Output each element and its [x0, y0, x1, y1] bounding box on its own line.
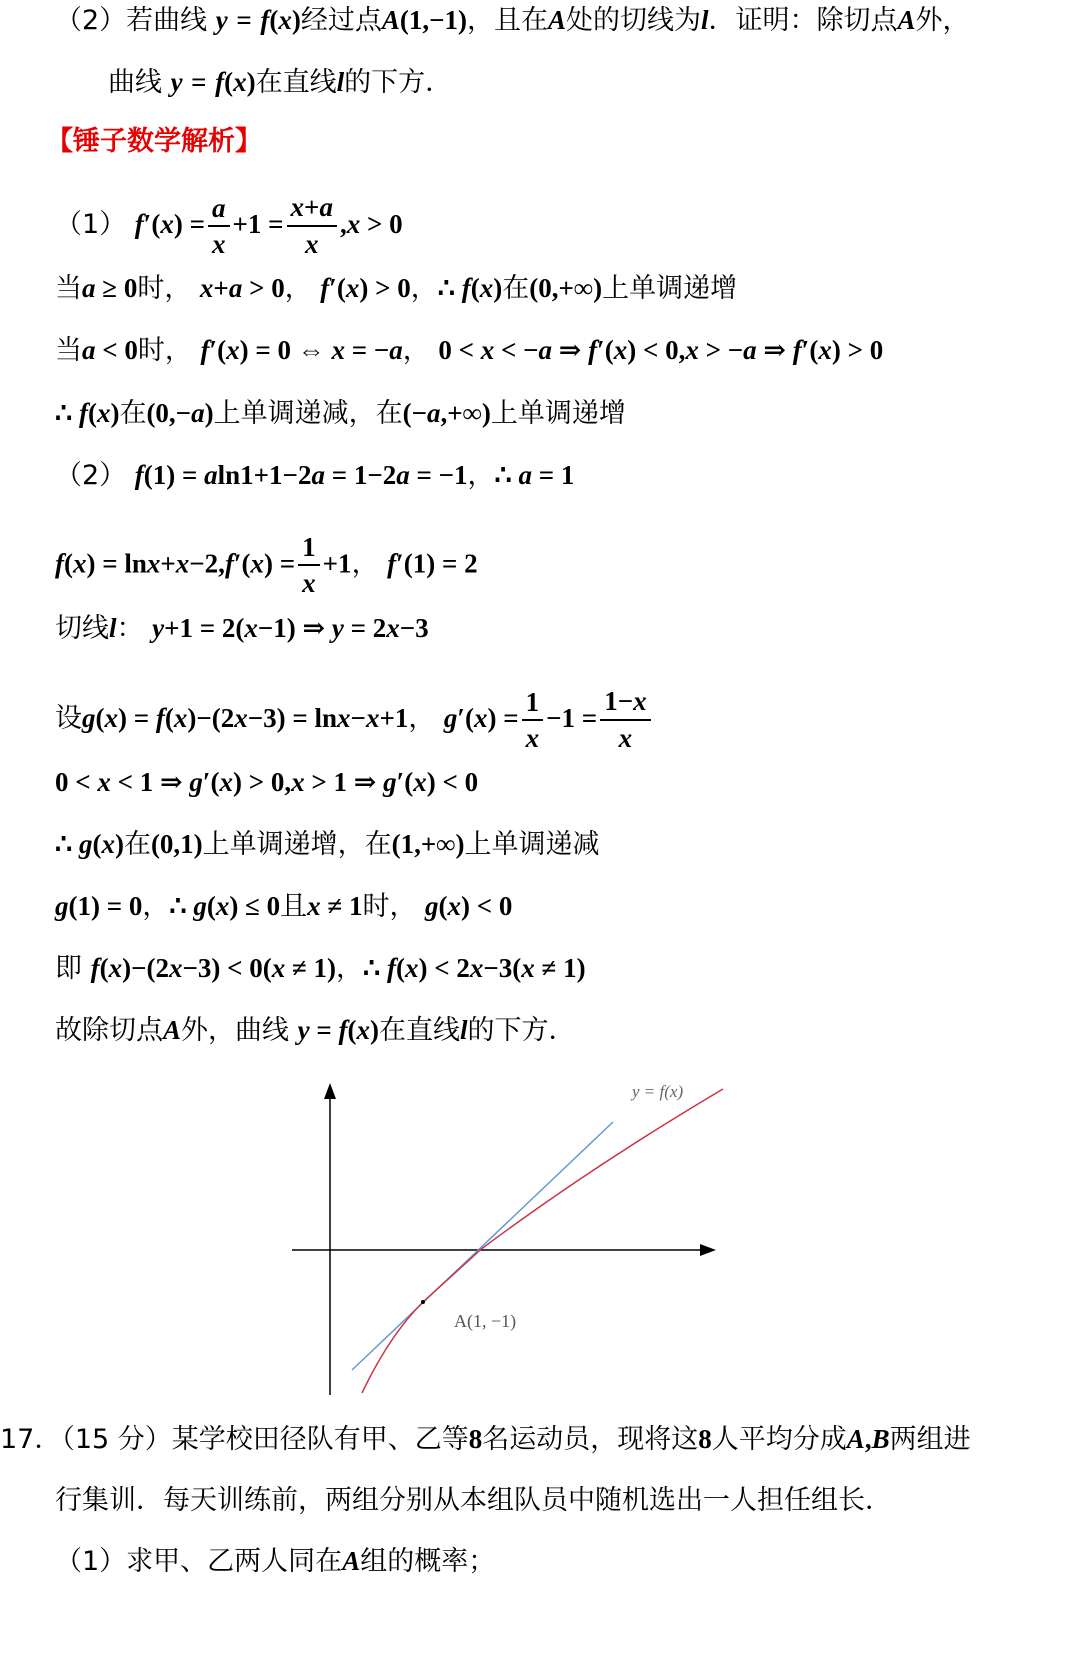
point-a-label: A(1, −1)	[454, 1311, 517, 1331]
text-line-10: 切线l： y+1 = 2(x−1) ⇒ y = 2x−3	[55, 613, 429, 644]
tangent-line-l	[352, 1122, 613, 1370]
text-line-7: ∴ f(x)在(0,−a)上单调递减，在(−a,+∞)上单调递增	[55, 398, 626, 429]
curve-y-f-x	[362, 1089, 723, 1393]
text-line-5: 当a ≥ 0时， x+a > 0， f′(x) > 0，∴ f(x)在(0,+∞)上单调递增	[55, 273, 738, 304]
text-line-17: 17．（15 分）某学校田径队有甲、乙等8名运动员，现将这8人平均分成A,B两组进	[0, 1424, 971, 1455]
text-line-9: f(x) = lnx+x−2,f′(x) = $\frac{1}{x}$ +1， f′(1) = 2	[55, 532, 478, 598]
text-line-16: 故除切点A外，曲线 y = f(x)在直线l的下方．	[55, 1015, 576, 1046]
text-line-15: 即 f(x)−(2x−3) < 0(x ≠ 1)，∴ f(x) < 2x−3(x ≠ 1)	[55, 953, 586, 984]
text-line-18: 行集训．每天训练前，两组分别从本组队员中随机选出一人担任组长．	[55, 1485, 892, 1516]
text-line-2: 曲线 y = f(x)在直线l的下方．	[108, 67, 453, 98]
text-line-8: （2） f(1) = aln1+1−2a = 1−2a = −1，∴ a = 1	[55, 460, 575, 491]
text-line-3: 【锤子数学解析】	[46, 126, 262, 157]
text-line-13: ∴ g(x)在(0,1)上单调递增，在(1,+∞)上单调递减	[55, 829, 600, 860]
function-graph-figure	[280, 1075, 740, 1405]
curve-label: y = f(x)	[632, 1082, 684, 1101]
text-line-11: 设g(x) = f(x)−(2x−3) = lnx−x+1， g′(x) = $\frac{1}{x}$ −1 = $\frac{1-x}{x}$	[55, 686, 654, 753]
text-line-6: 当a < 0时， f′(x) = 0 ⇔ x = −a， 0 < x < −a ⇒ f′(x) < 0,x > −a ⇒ f′(x) > 0	[55, 335, 884, 366]
text-line-19: （1）求甲、乙两人同在A组的概率；	[55, 1546, 496, 1577]
x-axis-arrow	[700, 1244, 716, 1256]
text-line-12: 0 < x < 1 ⇒ g′(x) > 0,x > 1 ⇒ g′(x) < 0	[55, 767, 479, 797]
text-line-4: （1） f′(x) = $\frac{a}{x}$ +1 = $\frac{x+a}{x}$ ,x > 0	[55, 192, 403, 259]
tangent-point-a	[421, 1300, 425, 1304]
y-axis-arrow	[324, 1083, 336, 1099]
text-line-14: g(1) = 0，∴ g(x) ≤ 0且x ≠ 1时， g(x) < 0	[55, 891, 513, 922]
text-line-1: （2）若曲线 y = f(x)经过点A(1,−1)，且在A处的切线为l．证明：除切点A外，	[55, 5, 970, 36]
